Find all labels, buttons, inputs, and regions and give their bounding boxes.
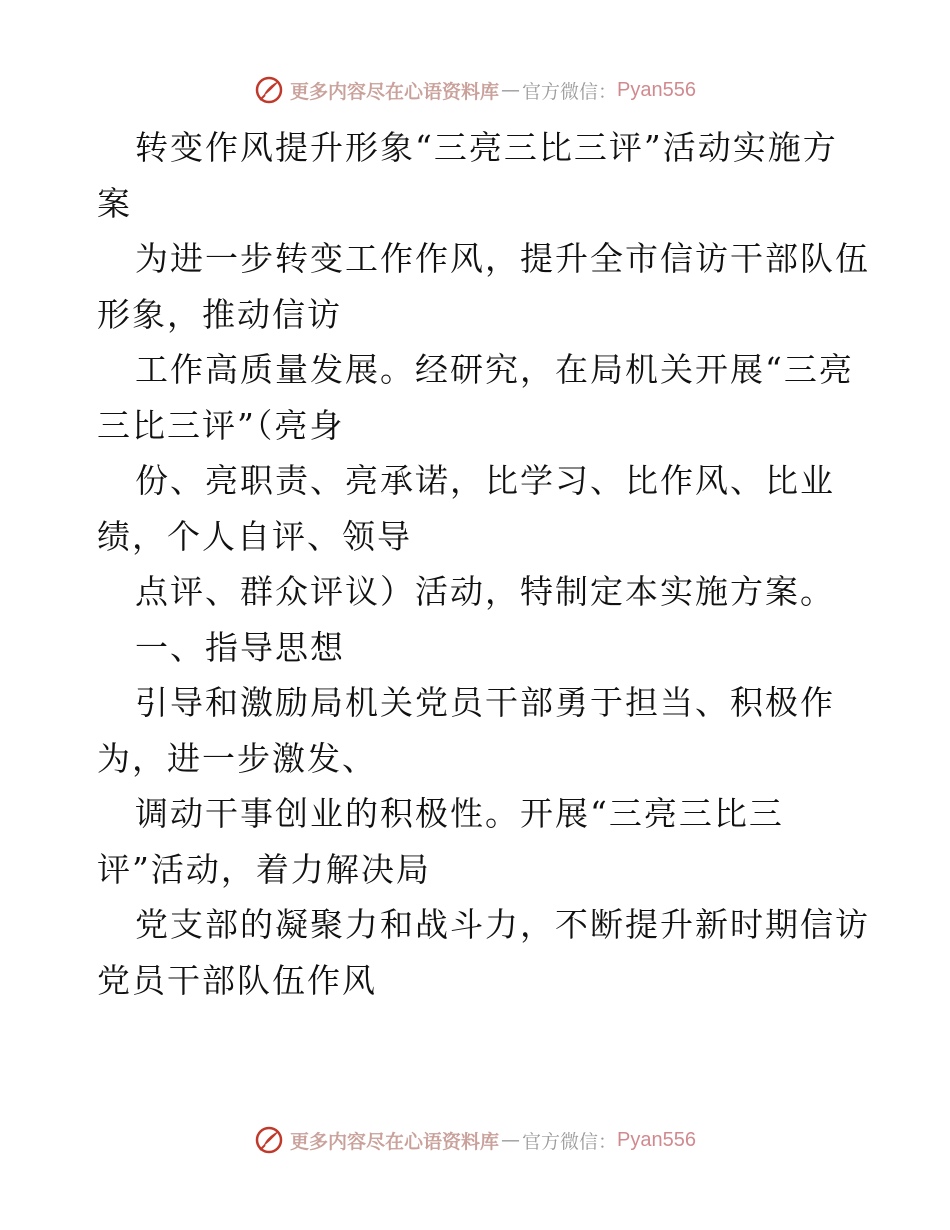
document-line: 转变作风提升形象“三亮三比三评”活动实施方 — [135, 128, 838, 167]
document-line: 一、指导思想 — [135, 627, 345, 667]
document-line: 三比三评”（亮身 — [97, 405, 345, 445]
document-line: 党支部的凝聚力和战斗力，不断提升新时期信访 — [135, 905, 870, 944]
banner-dash: — — [501, 79, 521, 101]
document-line: 工作高质量发展。经研究，在局机关开展“三亮 — [135, 350, 854, 389]
banner-wechat-id: Pyan556 — [617, 78, 696, 101]
feather-quill-logo-icon — [254, 1125, 284, 1155]
banner-promo-text: 更多内容尽在心语资料库 — [290, 80, 500, 103]
document-line: 调动干事创业的积极性。开展“三亮三比三 — [135, 794, 784, 833]
document-line: 份、亮职责、亮承诺，比学习、比作风、比业 — [135, 461, 835, 500]
document-line: 为进一步转变工作作风，提升全市信访干部队伍 — [135, 239, 870, 278]
footer-banner — [0, 1120, 950, 1160]
document-line: 引导和激励局机关党员干部勇于担当、积极作 — [135, 683, 835, 722]
document-line: 点评、群众评议）活动，特制定本实施方案。 — [135, 572, 835, 611]
document-line: 案 — [97, 183, 132, 223]
banner-wechat-label: 官方微信： — [522, 80, 618, 103]
header-banner — [0, 70, 950, 110]
document-line: 形象，推动信访 — [97, 294, 342, 334]
banner-promo-text: 更多内容尽在心语资料库 — [290, 1130, 500, 1153]
document-line: 绩，个人自评、领导 — [97, 516, 412, 556]
document-line: 评”活动，着力解决局 — [97, 849, 431, 889]
feather-quill-logo-icon — [254, 75, 284, 105]
document-line: 为，进一步激发、 — [97, 738, 377, 778]
banner-wechat-label: 官方微信： — [522, 1130, 618, 1153]
document-body — [97, 120, 870, 1008]
banner-wechat-id: Pyan556 — [617, 1128, 696, 1151]
banner-dash: — — [501, 1129, 521, 1151]
document-line: 党员干部队伍作风 — [97, 960, 377, 1000]
